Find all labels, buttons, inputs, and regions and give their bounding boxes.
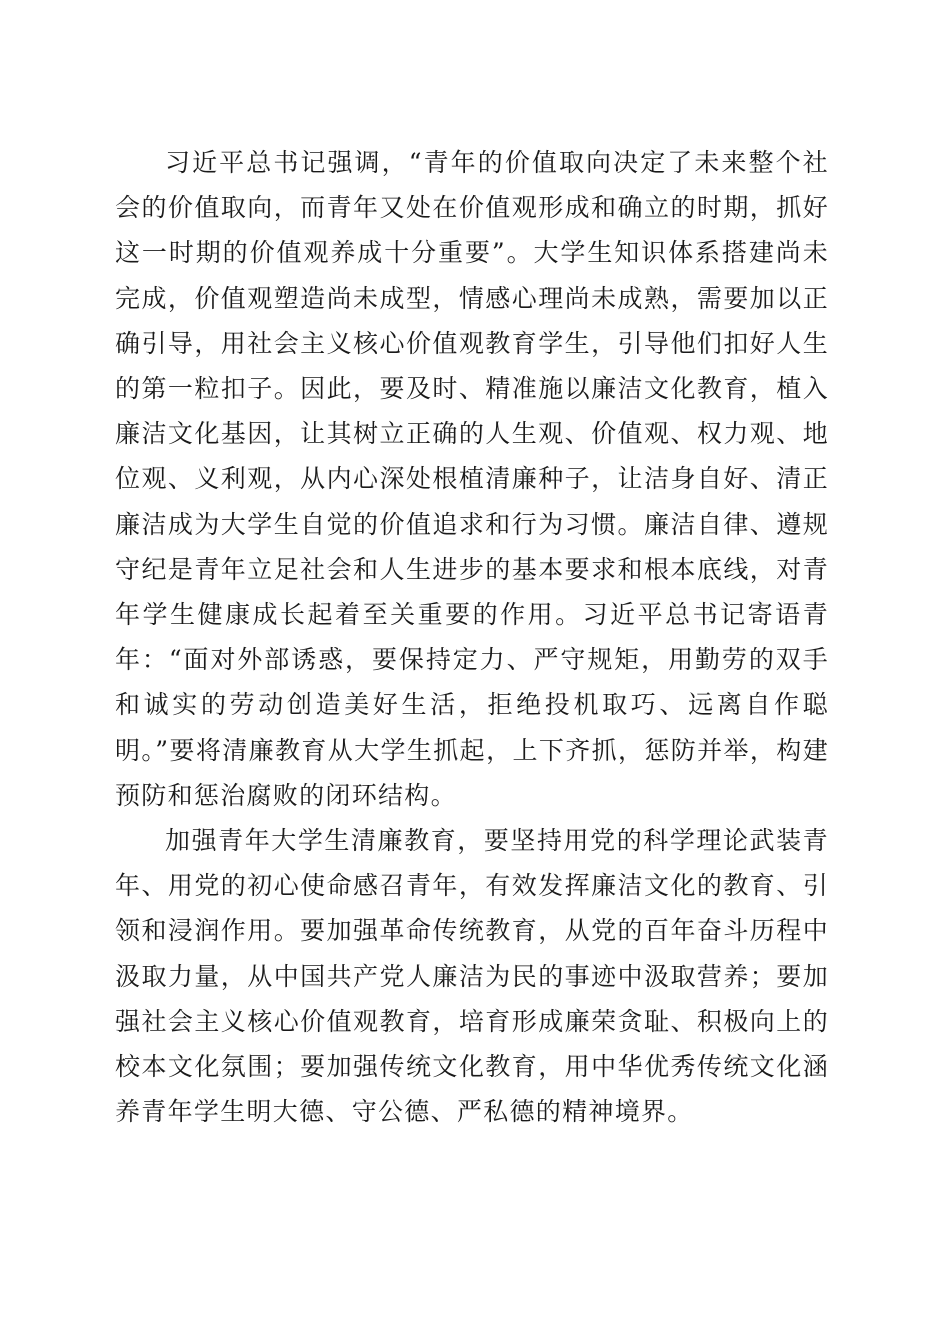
document-body: [115, 140, 829, 1134]
paragraph-integrity-education: 加强青年大学生清廉教育，要坚持用党的科学理论武装青年、用党的初心使命感召青年，有效发挥廉洁文化的教育、引领和浸润作用。要加强革命传统教育，从党的百年奋斗历程中汲取力量，从中国共产党人廉洁为民的事迹中汲取营养；要加强社会主义核心价值观教育，培育形成廉荣贪耻、积极向上的校本文化氛围；要加强传统文化教育，用中华优秀传统文化涵养青年学生明大德、守公德、严私德的精神境界。: [115, 826, 829, 1127]
paragraph-youth-values: 习近平总书记强调，“青年的价值取向决定了未来整个社会的价值取向，而青年又处在价值观形成和确立的时期，抓好这一时期的价值观养成十分重要”。大学生知识体系搭建尚未完成，价值观塑造尚未成型，情感心理尚未成熟，需要加以正确引导，用社会主义核心价值观教育学生，引导他们扣好人生的第一粒扣子。因此，要及时、精准施以廉洁文化教育，植入廉洁文化基因，让其树立正确的人生观、价值观、权力观、地位观、义利观，从内心深处根植清廉种子，让洁身自好、清正廉洁成为大学生自觉的价值追求和行为习惯。廉洁自律、遵规守纪是青年立足社会和人生进步的基本要求和根本底线，对青年学生健康成长起着至关重要的作用。习近平总书记寄语青年：“面对外部诱惑，要保持定力、严守规矩，用勤劳的双手和诚实的劳动创造美好生活，拒绝投机取巧、远离自作聪明。”要将清廉教育从大学生抓起，上下齐抓，惩防并举，构建预防和惩治腐败的闭环结构。: [115, 148, 829, 810]
